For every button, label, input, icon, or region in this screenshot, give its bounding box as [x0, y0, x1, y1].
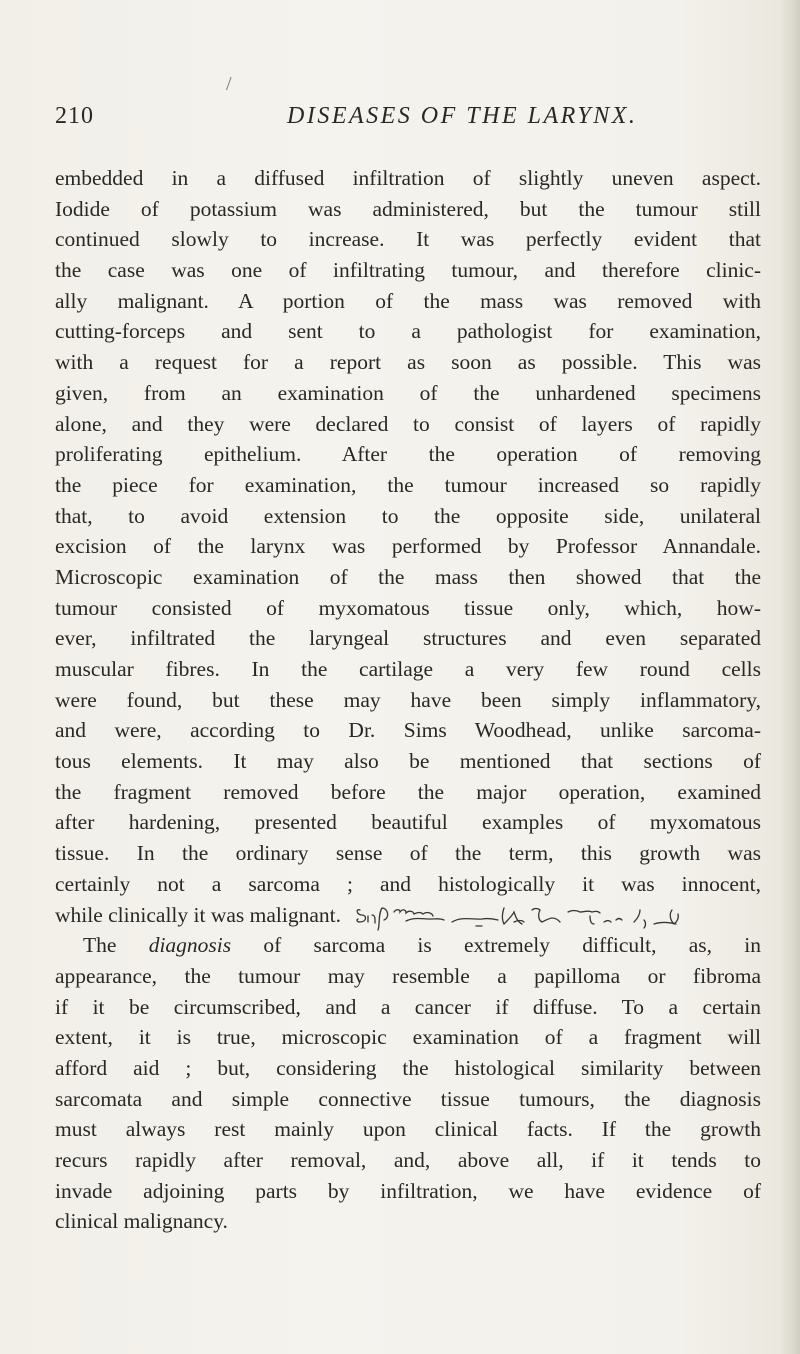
text-line: continued slowly to increase. It was perfectly evident that	[55, 227, 761, 252]
text-line: ever, infiltrated the laryngeal structures and even separated	[55, 626, 761, 651]
text-line: alone, and they were declared to consist of layers of rapidly	[55, 411, 761, 436]
text-line: extent, it is true, microscopic examination of a fragment will	[55, 1025, 761, 1050]
text-line: and were, according to Dr. Sims Woodhead, unlike sarcoma-	[55, 718, 761, 743]
text-line: appearance, the tumour may resemble a papilloma or fibroma	[55, 963, 761, 988]
text-line: given, from an examination of the unhardened specimens	[55, 380, 761, 405]
italic-term: diagnosis	[148, 933, 232, 958]
text-line: cutting-forceps and sent to a pathologist for examination,	[55, 319, 761, 344]
text-line: tumour consisted of myxomatous tissue only, which, how-	[55, 595, 761, 620]
handwritten-signature	[354, 902, 689, 932]
text-line: Microscopic examination of the mass then showed that the	[55, 564, 761, 589]
text-line: recurs rapidly after removal, and, above all, if it tends to	[55, 1148, 761, 1172]
text-line: that, to avoid extension to the opposite side, unilateral	[55, 503, 761, 528]
text-segment: while clinically it was malignant.	[55, 902, 341, 927]
text-line: if it be circumscribed, and a cancer if diffuse. To a certain	[55, 994, 761, 1019]
pencil-tick-mark: /	[226, 73, 232, 95]
body-text	[55, 163, 761, 1237]
text-line: the fragment removed before the major operation, examined	[55, 779, 761, 804]
text-line: invade adjoining parts by infiltration, we have evidence of	[55, 1178, 761, 1203]
text-line-last: clinical malignancy.	[55, 1209, 228, 1234]
text-line: after hardening, presented beautiful examples of myxomatous	[55, 810, 761, 835]
text-line-diagnosis	[55, 930, 761, 961]
text-line: the piece for examination, the tumour increased so rapidly	[55, 472, 761, 497]
text-line: excision of the larynx was performed by Professor Annandale.	[55, 534, 761, 559]
text-line: with a request for a report as soon as possible. This was	[55, 350, 761, 375]
text-line: Iodide of potassium was administered, but the tumour still	[55, 196, 761, 221]
text-line: tissue. In the ordinary sense of the term, this growth was	[55, 841, 761, 866]
text-segment: The	[83, 933, 149, 958]
text-segment: of sarcoma is extremely difficult, as, in	[231, 933, 761, 958]
text-line-with-signature	[55, 900, 761, 931]
page-number: 210	[55, 103, 94, 129]
text-line: ally malignant. A portion of the mass was removed with	[55, 288, 761, 313]
text-line: muscular fibres. In the cartilage a very few round cells	[55, 657, 761, 681]
page-header	[55, 73, 755, 139]
running-head: DISEASES OF THE LARYNX.	[287, 103, 638, 129]
text-line: proliferating epithelium. After the operation of removing	[55, 442, 761, 467]
text-line: sarcomata and simple connective tissue tumours, the diagnosis	[55, 1086, 761, 1111]
text-line: afford aid ; but, considering the histological similarity between	[55, 1055, 761, 1080]
text-line: tous elements. It may also be mentioned that sections of	[55, 749, 761, 774]
text-line: the case was one of infiltrating tumour, and therefore clinic-	[55, 258, 761, 283]
text-line: certainly not a sarcoma ; and histologically it was innocent,	[55, 871, 761, 896]
text-line: must always rest mainly upon clinical facts. If the growth	[55, 1117, 761, 1142]
text-line: embedded in a diffused infiltration of slightly uneven aspect.	[55, 166, 761, 190]
page-edge-shadow	[778, 0, 800, 1354]
text-line: were found, but these may have been simply inflammatory,	[55, 687, 761, 712]
